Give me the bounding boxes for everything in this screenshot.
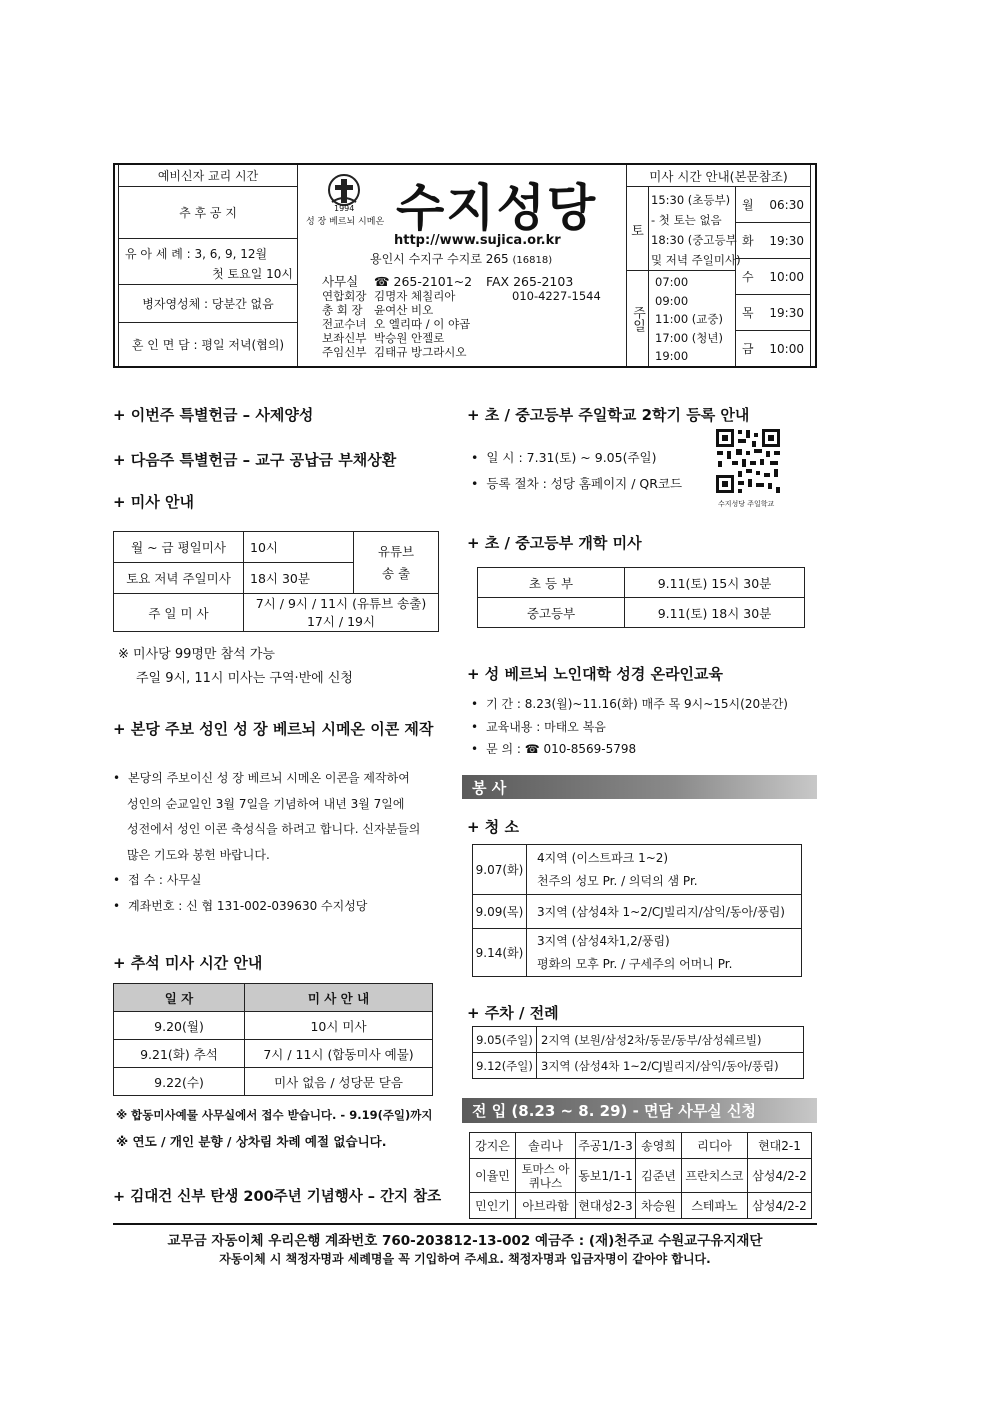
opening-mass-heading: + 초 / 중고등부 개학 미사 — [467, 534, 642, 552]
qr-code-icon — [714, 427, 782, 495]
sunday-school-date: • 일 시 : 7.31(토) ~ 9.05(주일) — [471, 448, 656, 466]
transfer-name: 민인기 — [470, 1193, 516, 1219]
elder-college-heading: + 성 베르뇌 노인대학 성경 온라인교육 — [467, 665, 724, 683]
parish-url[interactable]: http://www.sujica.or.kr — [394, 233, 561, 248]
postal-code: (16818) — [512, 255, 553, 266]
weekday-row-thu: 목 19:30 — [736, 295, 810, 331]
transfer-baptismal: 아브라함 — [516, 1193, 576, 1219]
mass-times-box — [626, 165, 811, 366]
transfer-address: 주공1/1-3 — [576, 1133, 636, 1159]
mass-row-value: 10시 — [244, 532, 354, 563]
parking-date: 9.05(주일) — [473, 1027, 537, 1053]
address-text: 용인시 수지구 수지로 265 — [370, 252, 509, 266]
transfer-baptismal: 스테파노 — [682, 1193, 748, 1219]
elder-college-lines — [471, 693, 788, 761]
office-label: 사무실 — [322, 274, 359, 289]
mass-row-label: 주 일 미 사 — [114, 594, 244, 632]
infant-baptism-line1: 유 아 세 례 : 3, 6, 9, 12월 — [125, 247, 268, 261]
weekday-block — [735, 187, 810, 366]
footer-rule — [113, 1223, 817, 1225]
elder-line: • 교육내용 : 마태오 복음 — [471, 716, 788, 739]
transfer-baptismal: 프란치스코 — [682, 1159, 748, 1193]
parking-date: 9.12(주일) — [473, 1053, 537, 1079]
staff-row: 연합회장 김명자 체칠리아 010-4227-1544 — [322, 289, 601, 303]
cleaning-heading: + 청 소 — [467, 818, 519, 836]
chuseok-date: 9.21(화) 추석 — [114, 1040, 245, 1068]
mass-note-2: 주일 9시, 11시 미사는 구역·반에 신청 — [136, 671, 353, 686]
icon-text-line: 많은 기도와 봉헌 바랍니다. — [127, 847, 270, 862]
transfer-baptismal: 솔리나 — [516, 1133, 576, 1159]
transfer-name: 차승원 — [636, 1193, 682, 1219]
parish-name: 수지성당 — [396, 179, 598, 237]
mass-table — [113, 531, 439, 632]
transfer-name: 강지은 — [470, 1133, 516, 1159]
special-offering-next-week: + 다음주 특별헌금 – 교구 공납금 부채상환 — [113, 451, 397, 469]
cleaning-detail: 3지역 (삼성4차 1~2/CJ빌리지/삼익/동아/풍림) — [527, 895, 802, 929]
weekday-row-mon: 월 06:30 — [736, 187, 810, 223]
mass-note-1: ※ 미사당 99명만 참석 가능 — [118, 647, 275, 662]
mass-row-label: 월 ~ 금 평일미사 — [114, 532, 244, 563]
header-left-column — [118, 165, 298, 366]
sunday-school-procedure: • 등록 절차 : 성당 홈페이지 / QR코드 — [471, 474, 682, 492]
elder-line: • 문 의 : ☎ 010-8569-5798 — [471, 738, 788, 761]
service-band: 봉 사 — [462, 775, 817, 799]
icon-project-text — [113, 766, 448, 919]
transfer-address: 동보1/1-1 — [576, 1159, 636, 1193]
staff-row: 보좌신부 박승원 안젤로 — [322, 331, 445, 345]
catechumen-notice: 추 후 공 지 — [119, 187, 297, 239]
chuseok-note-1: ※ 합동미사예물 사무실에서 접수 받습니다. - 9.19(주일)까지 — [116, 1108, 433, 1122]
catechumen-title: 예비신자 교리 시간 — [119, 165, 297, 187]
transfer-name: 김준년 — [636, 1159, 682, 1193]
transfer-address: 삼성4/2-2 — [748, 1159, 812, 1193]
infant-baptism — [119, 239, 297, 285]
chuseok-mass: 10시 미사 — [245, 1012, 433, 1040]
opening-group: 중고등부 — [478, 598, 625, 628]
marriage-interview: 혼 인 면 담 : 평일 저녁(협의) — [131, 338, 285, 352]
office-fax: FAX 265-2103 — [485, 274, 574, 289]
saturday-block — [627, 187, 741, 271]
cleaning-date: 9.14(화) — [473, 929, 527, 977]
kim-anniversary-heading: + 김대건 신부 탄생 200주년 기념행사 – 간지 참조 — [113, 1189, 442, 1205]
chuseok-table — [113, 983, 433, 1096]
qr-caption: 수지성당 주일학교 — [718, 500, 775, 508]
chuseok-date: 9.22(수) — [114, 1068, 245, 1096]
cleaning-date: 9.09(목) — [473, 895, 527, 929]
opening-group: 초 등 부 — [478, 568, 625, 598]
staff-row: 주임신부 김태규 방그라시오 — [322, 345, 467, 359]
chuseok-date: 9.20(월) — [114, 1012, 245, 1040]
mass-row-value: 18시 30분 — [244, 563, 354, 594]
infant-baptism-line2: 첫 토요일 10시 — [212, 267, 293, 281]
chuseok-heading: + 추석 미사 시간 안내 — [113, 954, 263, 972]
sick-communion: 병자영성체 : 당분간 없음 — [119, 285, 297, 323]
office-phone: ☎ 265-2101~2 — [373, 274, 473, 289]
chuseok-mass: 7시 / 11시 (합동미사 예물) — [245, 1040, 433, 1068]
transfer-table — [469, 1132, 812, 1219]
chuseok-mass: 미사 없음 / 성당문 닫음 — [245, 1068, 433, 1096]
saturday-times: 15:30 (초등부) - 첫 토는 없음 18:30 (중고등부 및 저녁 주일미사) — [651, 193, 741, 267]
transfer-band: 전 입 (8.23 ~ 8. 29) - 면담 사무실 신청 — [462, 1098, 817, 1123]
icon-text-line: 성인의 순교일인 3월 7일을 기념하여 내년 3월 7일에 — [127, 796, 405, 811]
sunday-school-heading: + 초 / 중고등부 주일학교 2학기 등록 안내 — [467, 406, 750, 424]
opening-time: 9.11(토) 18시 30분 — [625, 598, 805, 628]
parking-table — [472, 1026, 804, 1079]
chuseok-header-mass: 미 사 안 내 — [245, 984, 433, 1012]
staff-list — [322, 288, 622, 358]
cleaning-date: 9.07(화) — [473, 845, 527, 895]
footer-line-1: 교무금 자동이체 우리은행 계좌번호 760-203812-13-002 예금주 : (재)천주교 수원교구유지재단 — [167, 1233, 763, 1249]
elder-line: • 기 간 : 8.23(월)~11.16(화) 매주 목 9시~15시(20분간) — [471, 693, 788, 716]
sunday-label: 주일 — [627, 271, 649, 366]
logo-year: 1994 — [334, 204, 355, 213]
opening-mass-table — [477, 567, 805, 628]
transfer-address: 삼성4/2-2 — [748, 1193, 812, 1219]
icon-project-heading: + 본당 주보 성인 성 장 베르뇌 시메온 이콘 제작 — [113, 720, 434, 738]
footer-line-2: 자동이체 시 책정자명과 세례명을 꼭 기입하여 주세요. 책정자명과 입금자명이 같아야 합니다. — [219, 1252, 711, 1266]
mass-heading: + 미사 안내 — [113, 493, 194, 511]
transfer-baptismal: 토마스 아퀴나스 — [516, 1159, 576, 1193]
weekday-row-wed: 수 10:00 — [736, 259, 810, 295]
transfer-address: 현대2-1 — [748, 1133, 812, 1159]
logo-caption: 성 장 베르뇌 시메온 — [306, 217, 385, 227]
parking-detail: 3지역 (삼성4차 1~2/CJ빌리지/삼익/동아/풍림) — [537, 1053, 804, 1079]
icon-account: • 계좌번호 : 신 협 131-002-039630 수지성당 — [113, 894, 448, 920]
transfer-name: 송영희 — [636, 1133, 682, 1159]
chuseok-header-date: 일 자 — [114, 984, 245, 1012]
transfer-address: 현대성2-3 — [576, 1193, 636, 1219]
staff-row: 총 회 장 윤여산 비오 — [322, 303, 434, 317]
transfer-baptismal: 리디아 — [682, 1133, 748, 1159]
qr-code[interactable] — [714, 427, 782, 495]
transfer-name: 이율민 — [470, 1159, 516, 1193]
youtube-cell: 유튜브 송 출 — [354, 532, 439, 594]
mass-row-label: 토요 저녁 주일미사 — [114, 563, 244, 594]
chuseok-note-2: ※ 연도 / 개인 분향 / 상차림 차례 예절 없습니다. — [116, 1134, 387, 1149]
mass-times-title: 미사 시간 안내(본문참조) — [627, 165, 810, 187]
sunday-times: 07:00 09:00 11:00 (교중) 17:00 (청년) 19:00 — [655, 275, 723, 363]
parking-detail: 2지역 (보원/삼성2차/동문/동부/삼성쉐르빌) — [537, 1027, 804, 1053]
icon-reception: • 접 수 : 사무실 — [113, 868, 448, 894]
parish-address — [370, 250, 552, 267]
mass-row-value: 7시 / 9시 / 11시 (유튜브 송출) 17시 / 19시 — [244, 594, 439, 632]
weekday-row-fri: 금 10:00 — [742, 341, 804, 356]
icon-text-line: 성전에서 성인 이콘 축성식을 하려고 합니다. 신자분들의 — [127, 822, 421, 836]
cleaning-detail: 4지역 (이스트파크 1~2) 천주의 성모 Pr. / 의덕의 샘 Pr. — [527, 845, 802, 895]
icon-text-line: • 본당의 주보이신 성 장 베르뇌 시메온 이콘을 제작하여 — [113, 766, 448, 792]
staff-row: 전교수녀 오 엘리따 / 이 야곱 — [322, 317, 471, 331]
saturday-label: 토 — [627, 187, 649, 271]
cleaning-detail: 3지역 (삼성4차1,2/풍림) 평화의 모후 Pr. / 구세주의 어머니 Pr. — [527, 929, 802, 977]
special-offering-this-week: + 이번주 특별헌금 – 사제양성 — [113, 406, 314, 424]
sunday-block — [627, 271, 735, 366]
parking-heading: + 주차 / 전례 — [467, 1004, 559, 1022]
weekday-row-tue: 화 19:30 — [736, 223, 810, 259]
cleaning-table — [472, 844, 802, 977]
opening-time: 9.11(토) 15시 30분 — [625, 568, 805, 598]
